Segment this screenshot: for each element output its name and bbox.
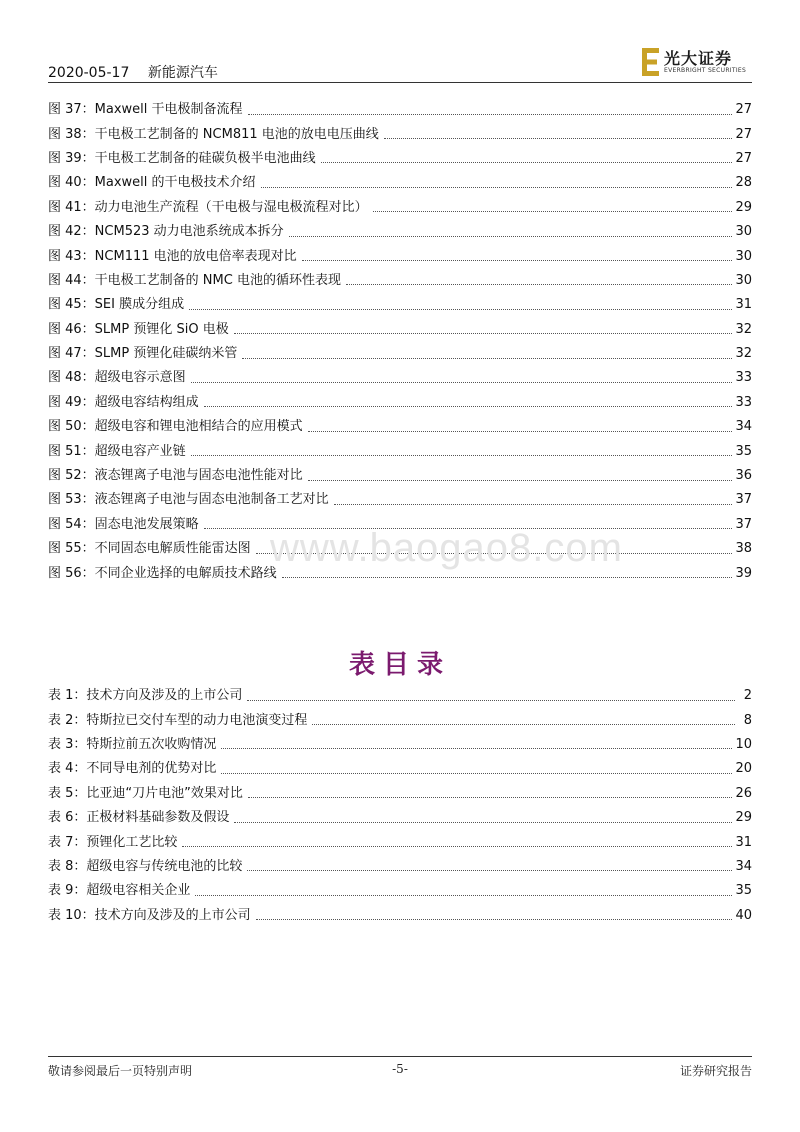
table-entry-label: 表 3：特斯拉前五次收购情况 (48, 736, 217, 752)
table-entry[interactable] (48, 708, 752, 732)
dot-leader (189, 309, 732, 310)
figure-entry-page: 30 (735, 224, 752, 240)
dot-leader (256, 919, 733, 920)
dot-leader (191, 382, 733, 383)
figure-entry-page: 37 (735, 492, 752, 508)
dot-leader (221, 748, 732, 749)
dot-leader (204, 406, 733, 407)
table-entry[interactable] (48, 733, 752, 757)
report-category: 新能源汽车 (147, 65, 218, 81)
table-entry[interactable] (48, 757, 752, 781)
figure-entry[interactable] (48, 147, 752, 171)
table-entry-page: 31 (735, 834, 752, 850)
figure-entry-label: 图 40：Maxwell 的干电极技术介绍 (48, 175, 256, 191)
figure-entry-page: 28 (735, 175, 752, 191)
figure-entry-label: 图 44：干电极工艺制备的 NMC 电池的循环性表现 (48, 272, 341, 288)
table-entry-page: 35 (735, 883, 752, 899)
figure-entry-label: 图 55：不同固态电解质性能雷达图 (48, 541, 251, 557)
figure-entry-label: 图 43：NCM111 电池的放电倍率表现对比 (48, 248, 297, 264)
table-entry-label: 表 4：不同导电剂的优势对比 (48, 761, 217, 777)
dot-leader (261, 187, 733, 188)
table-entry-page: 40 (735, 907, 752, 923)
dot-leader (308, 480, 733, 481)
logo-chinese-name: 光大证券 (664, 49, 733, 68)
table-entry-page: 8 (743, 712, 752, 728)
dot-leader (289, 236, 733, 237)
figure-entry-page: 32 (735, 346, 752, 362)
figure-entry-label: 图 41：动力电池生产流程（干电极与湿电极流程对比） (48, 199, 368, 215)
header-divider (48, 82, 752, 83)
dot-leader (302, 260, 733, 261)
dot-leader (247, 700, 735, 701)
dot-leader (248, 797, 733, 798)
figure-entry-label: 图 39：干电极工艺制备的硅碳负极半电池曲线 (48, 150, 316, 166)
figure-entry[interactable] (48, 196, 752, 220)
figure-entry[interactable] (48, 366, 752, 390)
company-logo (642, 46, 752, 78)
dot-leader (182, 846, 732, 847)
table-entry[interactable] (48, 855, 752, 879)
figure-entry-label: 图 49：超级电容结构组成 (48, 394, 199, 410)
dot-leader (282, 577, 733, 578)
dot-leader (334, 504, 733, 505)
figure-entry-page: 31 (735, 297, 752, 313)
logo-english-name: EVERBRIGHT SECURITIES (664, 67, 747, 74)
figure-entry-label: 图 54：固态电池发展策略 (48, 516, 199, 532)
figure-entry[interactable] (48, 244, 752, 268)
table-list (48, 684, 752, 928)
figure-entry-label: 图 37：Maxwell 干电极制备流程 (48, 102, 243, 118)
figure-entry-page: 27 (735, 150, 752, 166)
dot-leader (234, 333, 733, 334)
dot-leader (321, 162, 733, 163)
figure-entry[interactable] (48, 439, 752, 463)
logo-mark-icon (642, 48, 660, 76)
figure-entry-page: 30 (735, 272, 752, 288)
figure-entry-label: 图 45：SEI 膜成分组成 (48, 297, 185, 313)
dot-leader (312, 724, 735, 725)
figure-entry[interactable] (48, 98, 752, 122)
table-entry-page: 10 (735, 736, 752, 752)
figure-entry[interactable] (48, 171, 752, 195)
figure-entry[interactable] (48, 293, 752, 317)
figure-entry-label: 图 53：液态锂离子电池与固态电池制备工艺对比 (48, 492, 329, 508)
dot-leader (191, 455, 733, 456)
table-entry-page: 20 (735, 761, 752, 777)
dot-leader (242, 358, 732, 359)
figure-entry[interactable] (48, 415, 752, 439)
dot-leader (373, 211, 733, 212)
dot-leader (247, 870, 732, 871)
table-entry[interactable] (48, 830, 752, 854)
figure-entry-page: 33 (735, 370, 752, 386)
page-header (48, 46, 752, 82)
footer-divider (48, 1056, 752, 1057)
figure-entry-page: 36 (735, 468, 752, 484)
dot-leader (248, 114, 733, 115)
dot-leader (221, 773, 732, 774)
figure-entry-page: 38 (735, 541, 752, 557)
table-entry-label: 表 10：技术方向及涉及的上市公司 (48, 907, 251, 923)
figure-entry[interactable] (48, 269, 752, 293)
figure-entry[interactable] (48, 464, 752, 488)
figure-entry-page: 33 (735, 394, 752, 410)
footer-disclaimer: 敬请参阅最后一页特别声明 (48, 1064, 193, 1078)
table-entry-label: 表 2：特斯拉已交付车型的动力电池演变过程 (48, 712, 308, 728)
table-entry-label: 表 8：超级电容与传统电池的比较 (48, 858, 243, 874)
table-entry-page: 2 (743, 688, 752, 704)
dot-leader (308, 431, 733, 432)
figure-entry-label: 图 38：干电极工艺制备的 NCM811 电池的放电电压曲线 (48, 126, 379, 142)
figure-entry-page: 35 (735, 443, 752, 459)
table-entry-label: 表 9：超级电容相关企业 (48, 883, 191, 899)
table-entry[interactable] (48, 806, 752, 830)
figure-entry-page: 30 (735, 248, 752, 264)
table-entry-page: 34 (735, 858, 752, 874)
figure-entry[interactable] (48, 488, 752, 512)
figure-entry[interactable] (48, 220, 752, 244)
table-entry-label: 表 6：正极材料基础参数及假设 (48, 810, 230, 826)
table-entry[interactable] (48, 782, 752, 806)
table-entry-label: 表 5：比亚迪“刀片电池”效果对比 (48, 785, 243, 801)
header-meta (48, 62, 218, 82)
table-entry-label: 表 7：预锂化工艺比较 (48, 834, 178, 850)
figure-entry-page: 34 (735, 419, 752, 435)
figure-entry-page: 39 (735, 565, 752, 581)
figure-entry-label: 图 48：超级电容示意图 (48, 370, 186, 386)
figure-entry-page: 27 (735, 102, 752, 118)
footer-report-type: 证券研究报告 (679, 1064, 752, 1078)
report-date: 2020-05-17 (48, 65, 130, 81)
watermark: www.baogao8.com (270, 526, 623, 570)
figure-entry-label: 图 42：NCM523 动力电池系统成本拆分 (48, 224, 284, 240)
figure-entry-label: 图 50：超级电容和锂电池相结合的应用模式 (48, 419, 303, 435)
figure-entry[interactable] (48, 122, 752, 146)
tables-section-title: 表目录 (348, 650, 451, 680)
figure-entry[interactable] (48, 342, 752, 366)
figure-entry[interactable] (48, 318, 752, 342)
dot-leader (346, 284, 732, 285)
figure-entry[interactable] (48, 391, 752, 415)
dot-leader (234, 822, 732, 823)
table-entry-page: 26 (735, 785, 752, 801)
table-entry-page: 29 (735, 810, 752, 826)
figure-entry-label: 图 51：超级电容产业链 (48, 443, 186, 459)
figure-entry-page: 27 (735, 126, 752, 142)
table-entry[interactable] (48, 879, 752, 903)
table-entry-label: 表 1：技术方向及涉及的上市公司 (48, 688, 243, 704)
figure-entry-page: 37 (735, 516, 752, 532)
figure-entry-label: 图 52：液态锂离子电池与固态电池性能对比 (48, 468, 303, 484)
table-entry[interactable] (48, 684, 752, 708)
figure-entry-label: 图 46：SLMP 预锂化 SiO 电极 (48, 321, 229, 337)
dot-leader (384, 138, 733, 139)
page-number: -5- (392, 1062, 408, 1076)
dot-leader (195, 895, 732, 896)
figure-list (48, 98, 752, 586)
figure-entry-label: 图 47：SLMP 预锂化硅碳纳米管 (48, 346, 238, 362)
figure-entry-page: 29 (735, 199, 752, 215)
figure-entry-label: 图 56：不同企业选择的电解质技术路线 (48, 565, 277, 581)
table-entry[interactable] (48, 904, 752, 928)
figure-entry-page: 32 (735, 321, 752, 337)
